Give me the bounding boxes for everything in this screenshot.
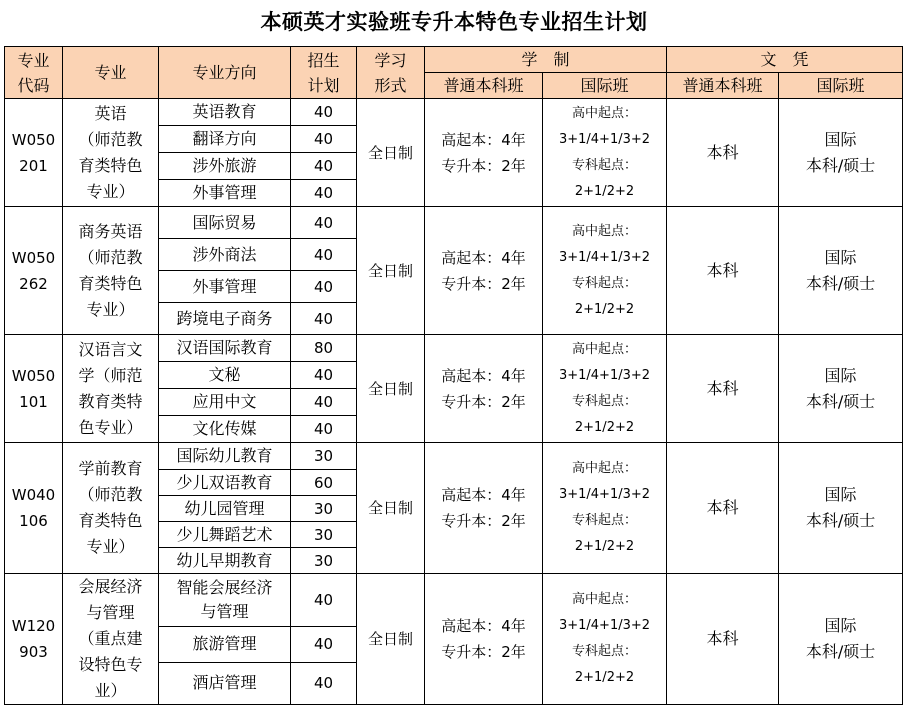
enrollment-plan: 30: [291, 522, 357, 548]
enrollment-plan: 40: [291, 303, 357, 335]
diploma-regular: 本科: [667, 574, 779, 705]
major-name: 会展经济 与管理 （重点建 设特色专 业）: [63, 574, 159, 705]
major-direction: 酒店管理: [159, 662, 291, 704]
enrollment-plan: 30: [291, 443, 357, 470]
major-direction: 文秘: [159, 362, 291, 389]
major-direction: 幼儿早期教育: [159, 548, 291, 574]
study-mode: 全日制: [357, 443, 425, 574]
enrollment-plan: 40: [291, 389, 357, 416]
schooling-regular: 高起本：4年 专升本：2年: [425, 335, 543, 443]
header-diploma: 文 凭: [667, 47, 903, 73]
table-row: [5, 99, 903, 126]
enrollment-plan: 40: [291, 126, 357, 153]
enrollment-plan: 60: [291, 470, 357, 496]
major-direction: 文化传媒: [159, 416, 291, 443]
header-plan: 招生 计划: [291, 47, 357, 99]
schooling-intl: 高中起点： 3+1/4+1/3+2 专科起点： 2+1/2+2: [543, 335, 667, 443]
header-mode: 学习 形式: [357, 47, 425, 99]
major-name: 汉语言文 学（师范 教育类特 色专业）: [63, 335, 159, 443]
diploma-intl: 国际 本科/硕士: [779, 335, 903, 443]
study-mode: 全日制: [357, 335, 425, 443]
major-code: W050 262: [5, 207, 63, 335]
enrollment-plan: 40: [291, 574, 357, 627]
major-direction: 翻译方向: [159, 126, 291, 153]
study-mode: 全日制: [357, 574, 425, 705]
diploma-regular: 本科: [667, 207, 779, 335]
table-row: [5, 574, 903, 627]
major-direction: 国际幼儿教育: [159, 443, 291, 470]
schooling-intl: 高中起点： 3+1/4+1/3+2 专科起点： 2+1/2+2: [543, 207, 667, 335]
enrollment-plan: 40: [291, 153, 357, 180]
major-name: 商务英语 （师范教 育类特色 专业）: [63, 207, 159, 335]
schooling-regular: 高起本：4年 专升本：2年: [425, 207, 543, 335]
schooling-intl: 高中起点： 3+1/4+1/3+2 专科起点： 2+1/2+2: [543, 574, 667, 705]
enrollment-plan: 30: [291, 548, 357, 574]
header-code: 专业 代码: [5, 47, 63, 99]
schooling-regular: 高起本：4年 专升本：2年: [425, 99, 543, 207]
page-title: 本硕英才实验班专升本特色专业招生计划: [260, 9, 648, 34]
header-direction: 专业方向: [159, 47, 291, 99]
header-schooling-intl: 国际班: [543, 73, 667, 99]
enrollment-plan: 40: [291, 207, 357, 239]
major-direction: 外事管理: [159, 271, 291, 303]
major-direction: 少儿双语教育: [159, 470, 291, 496]
enrollment-plan: 40: [291, 271, 357, 303]
diploma-intl: 国际 本科/硕士: [779, 443, 903, 574]
major-direction: 智能会展经济 与管理: [159, 574, 291, 627]
enrollment-plan: 40: [291, 99, 357, 126]
enrollment-table: [4, 46, 903, 705]
header-major: 专业: [63, 47, 159, 99]
major-direction: 旅游管理: [159, 626, 291, 662]
header-diploma-regular: 普通本科班: [667, 73, 779, 99]
major-name: 英语 （师范教 育类特色 专业）: [63, 99, 159, 207]
major-code: W050 101: [5, 335, 63, 443]
major-direction: 英语教育: [159, 99, 291, 126]
major-direction: 涉外商法: [159, 239, 291, 271]
table-row: [5, 207, 903, 239]
table-row: [5, 443, 903, 470]
table-body: [5, 99, 903, 705]
major-name: 学前教育 （师范教 育类特色 专业）: [63, 443, 159, 574]
major-direction: 涉外旅游: [159, 153, 291, 180]
enrollment-plan: 40: [291, 626, 357, 662]
enrollment-plan: 80: [291, 335, 357, 362]
diploma-regular: 本科: [667, 99, 779, 207]
major-direction: 跨境电子商务: [159, 303, 291, 335]
major-direction: 应用中文: [159, 389, 291, 416]
header-diploma-intl: 国际班: [779, 73, 903, 99]
diploma-intl: 国际 本科/硕士: [779, 207, 903, 335]
enrollment-plan: 40: [291, 416, 357, 443]
diploma-regular: 本科: [667, 443, 779, 574]
enrollment-plan: 40: [291, 180, 357, 207]
diploma-intl: 国际 本科/硕士: [779, 574, 903, 705]
header-schooling: 学 制: [425, 47, 667, 73]
major-code: W120 903: [5, 574, 63, 705]
major-code: W050 201: [5, 99, 63, 207]
table-row: [5, 335, 903, 362]
major-direction: 外事管理: [159, 180, 291, 207]
enrollment-plan: 40: [291, 239, 357, 271]
header-schooling-regular: 普通本科班: [425, 73, 543, 99]
diploma-regular: 本科: [667, 335, 779, 443]
major-direction: 国际贸易: [159, 207, 291, 239]
study-mode: 全日制: [357, 99, 425, 207]
schooling-intl: 高中起点： 3+1/4+1/3+2 专科起点： 2+1/2+2: [543, 99, 667, 207]
diploma-intl: 国际 本科/硕士: [779, 99, 903, 207]
major-direction: 幼儿园管理: [159, 496, 291, 522]
study-mode: 全日制: [357, 207, 425, 335]
major-direction: 汉语国际教育: [159, 335, 291, 362]
major-direction: 少儿舞蹈艺术: [159, 522, 291, 548]
schooling-regular: 高起本：4年 专升本：2年: [425, 443, 543, 574]
schooling-intl: 高中起点： 3+1/4+1/3+2 专科起点： 2+1/2+2: [543, 443, 667, 574]
enrollment-plan: 40: [291, 362, 357, 389]
major-code: W040 106: [5, 443, 63, 574]
enrollment-plan: 30: [291, 496, 357, 522]
schooling-regular: 高起本：4年 专升本：2年: [425, 574, 543, 705]
enrollment-plan: 40: [291, 662, 357, 704]
